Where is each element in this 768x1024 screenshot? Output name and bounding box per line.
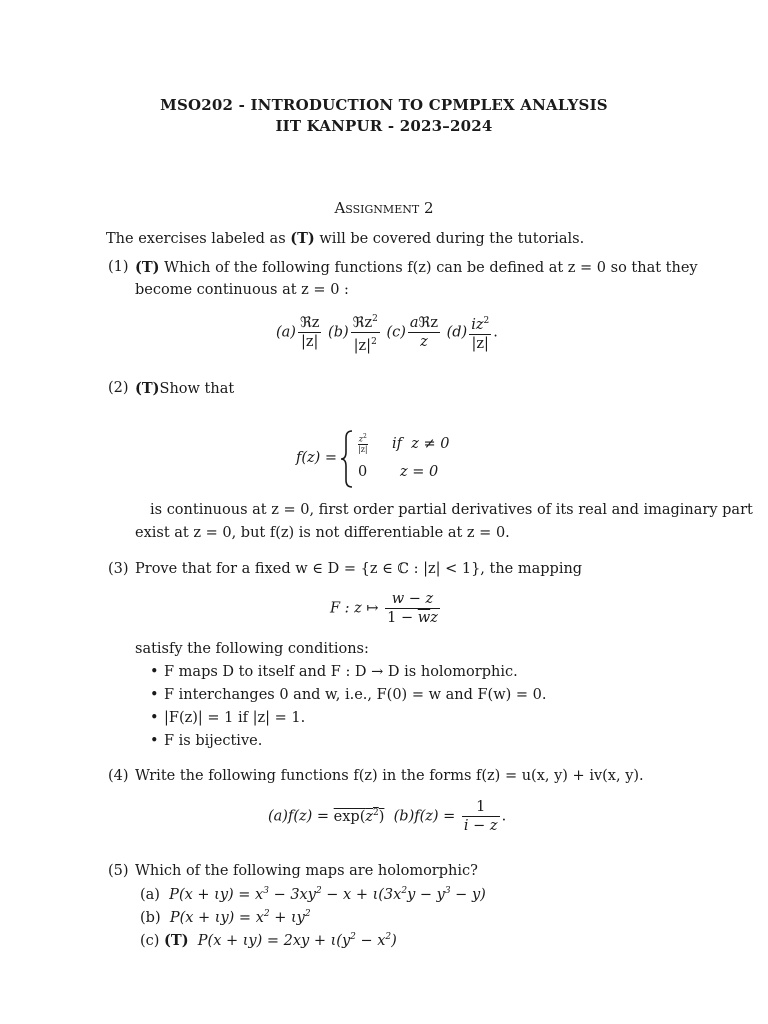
q3-mapping-formula: F : z ↦ $\frac{w - z}{1 - \overline{w}z}$ <box>330 591 438 626</box>
q3-number: (3) <box>108 561 129 577</box>
intro-text: The exercises labeled as (T) will be covered during the tutorials. <box>106 230 585 247</box>
q5-part-b: (b) $P(x + \iota y) = x^2 + \iota y^2$ <box>140 909 311 926</box>
q4-number: (4) <box>108 768 129 784</box>
q2-after-line1: is continuous at z = 0, first order partial derivatives of its real and imaginary part <box>150 502 753 518</box>
bullet-icon: • <box>150 733 159 749</box>
q1-line2: become continuous at z = 0 : <box>135 282 349 298</box>
bullet-icon: • <box>150 687 159 703</box>
bullet-icon: • <box>150 664 159 680</box>
q5-part-c: (c) (T) $P(x + \iota y) = 2xy + \iota(y^2 - x^2)$ <box>140 932 397 949</box>
q2-intro: (T)Show that <box>135 380 235 397</box>
q5-text: Which of the following maps are holomorphic? <box>135 863 478 879</box>
q3-bullet-3: |F(z)| = 1 if |z| = 1. <box>164 710 306 726</box>
q5-number: (5) <box>108 863 129 879</box>
q3-text: Prove that for a fixed w ∈ D = {z ∈ ℂ : |z| < 1}, the mapping <box>135 561 583 577</box>
q3-bullet-4: F is bijective. <box>164 733 263 749</box>
left-brace-icon <box>340 430 354 488</box>
q2-number: (2) <box>108 380 129 396</box>
q3-conditions: satisfy the following conditions: <box>135 641 369 657</box>
q5-part-a: (a) $P(x + \iota y) = x^3 - 3xy^2 - x + \iota(3x^2y - y^3 - y)$ <box>140 886 486 903</box>
q2-after-line2: exist at z = 0, but f(z) is not differentiable at z = 0. <box>135 525 510 541</box>
q3-bullet-2: F interchanges 0 and w, i.e., F(0) = w and F(w) = 0. <box>164 687 547 703</box>
q4-formula: $(a)f(z) = \exp(z^2) (b)f(z)$ = $\frac{1}{i - z}$ . <box>268 799 507 834</box>
assignment-heading: Assignment 2 <box>334 199 434 217</box>
q1-formula: (a) $\frac{\text{ℜz}}{|z|}$ (b) $\frac{ℜz^2}{|z|^2}$ (c) $\frac{\text{aℜz}}{z}$ (d) $\frac{iz^2}{|z|}$ . <box>276 310 498 355</box>
q1-number: (1) <box>108 259 129 275</box>
q4-text: Write the following functions f(z) in the forms f(z) = u(x, y) + iv(x, y). <box>135 768 644 784</box>
assignment-page: MSO202 - INTRODUCTION TO CPMPLEX ANALYSIS IIT KANPUR - 2023–2024 Assignment 2 The exercises labeled as (T) will be covered during the tutorials. (1) (T) Which of the following functions f(z) can be defined at z = 0 so that they become continuous at z = 0 : (a) $\frac{\text{ℜz}}{|z|}$ (b) $\frac{ℜz^2}{|z|^2}$ (c) $\frac{\text{aℜz}}{z}$ (d) $\frac{iz^2}{|z|}$ . (2) (T)Show that f(z) = $\frac{z^2}{|z|}$ if z ≠ 0 0 z = 0 is continuous at z = 0, first order partial derivatives of its real and imaginary part exist at z = 0, but f(z) is not differentiable at z = 0. (3) Prove that for a fixed w ∈ D = {z ∈ ℂ : |z| < 1}, the mapping F : z ↦ $\frac{w - z}{1 - \overline{w}z}$ satisfy the following conditions: • F maps D to itself and F : D → D is holomorphic. • F interchanges 0 and w, i.e., F(0) = w and F(w) = 0. • |F(z)| = 1 if |z| = 1. • F is bijective. (4) Write the following functions f(z) in the forms f(z) = u(x, y) + iv(x, y). $(a)f(z) = \exp(z^2) (b)f(z)$ = $\frac{1}{i - z}$ . (5) Which of the following maps are holomorphic? (a) $P(x + \iota y) = x^3 - 3xy^2 - x + \iota(3x^2y - y^3 - y)$ (b) $P(x + \iota y) = x^2 + \iota y^2$ (c) (T) $P(x + \iota y) = 2xy + \iota(y^2 - x^2)$ <box>0 0 768 1024</box>
q3-bullet-1: F maps D to itself and F : D → D is holomorphic. <box>164 664 518 680</box>
course-title: MSO202 - INTRODUCTION TO CPMPLEX ANALYSIS <box>160 96 608 114</box>
q1-line1: (T) Which of the following functions f(z) can be defined at z = 0 so that they <box>135 259 698 276</box>
bullet-icon: • <box>150 710 159 726</box>
institute-year: IIT KANPUR - 2023–2024 <box>275 117 493 135</box>
